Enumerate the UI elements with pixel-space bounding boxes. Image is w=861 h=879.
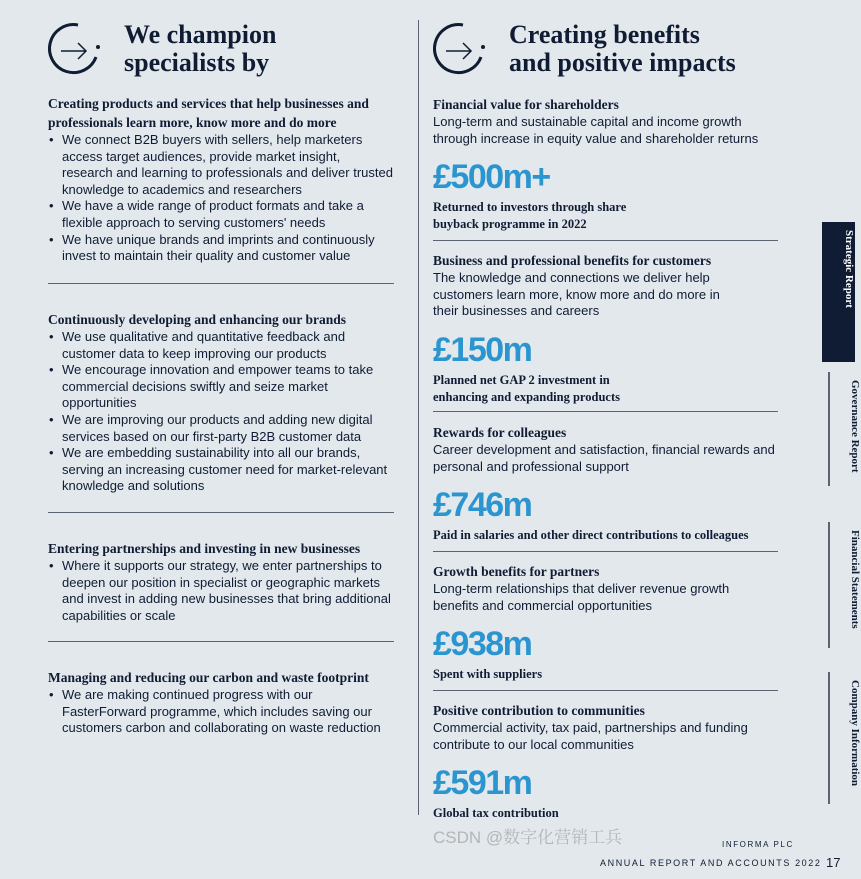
description: Long-term and sustainable capital and income growth through increase in equity value and shareholder returns — [433, 114, 759, 146]
right-column — [433, 18, 778, 821]
figure-caption: Spent with suppliers — [433, 667, 543, 682]
benefit-colleagues — [433, 423, 778, 544]
benefit-shareholders — [433, 95, 778, 233]
section-heading: Managing and reducing our carbon and waste footprint — [48, 670, 369, 685]
section-heading: Creating products and services that help businesses and professionals learn more, know more and do more — [48, 96, 369, 130]
section-partnerships — [48, 539, 394, 624]
figure-caption: Planned net GAP 2 investment in enhancing and expanding products — [433, 372, 620, 404]
left-column — [48, 18, 394, 736]
title-line: specialists by — [124, 48, 270, 77]
footer-company: INFORMA PLC — [722, 840, 794, 849]
description: Long-term relationships that deliver revenue growth benefits and commercial opportunities — [433, 581, 730, 613]
bullet: • We use qualitative and quantitative feedback and customer data to keep improving our products — [48, 329, 394, 362]
right-header — [433, 18, 778, 80]
bullet: • Where it supports our strategy, we enter partnerships to deepen our position in specialist or geographic markets and invest in adding new businesses that bring additional capabilities or scale — [48, 558, 394, 624]
bullet: • We connect B2B buyers with sellers, help marketers access target audiences, provide market insight, research and learning to professionals and deliver trusted knowledge to academics and researchers — [48, 132, 394, 198]
title-line: We champion — [124, 20, 277, 49]
divider — [48, 641, 394, 642]
key-figure: £746m — [433, 486, 532, 525]
section-heading: Growth benefits for partners — [433, 564, 600, 579]
benefit-communities — [433, 701, 778, 822]
title-line: Creating benefits — [509, 20, 700, 49]
benefit-partners — [433, 562, 778, 683]
footer-report: ANNUAL REPORT AND ACCOUNTS 2022 — [600, 858, 822, 868]
section-brands — [48, 310, 394, 495]
figure-caption: Global tax contribution — [433, 806, 559, 821]
right-title — [509, 21, 736, 77]
tab-strategic-report[interactable]: Strategic Report — [822, 222, 855, 362]
tab-company-information[interactable]: Company Information — [828, 672, 861, 804]
divider — [433, 690, 778, 691]
description: The knowledge and connections we deliver help customers learn more, know more and do more in their businesses and careers — [433, 270, 720, 319]
left-title — [124, 21, 276, 77]
key-figure: £150m — [433, 330, 532, 369]
key-figure: £938m — [433, 625, 532, 664]
watermark: CSDN @数字化营销工兵 — [433, 828, 623, 847]
section-heading: Financial value for shareholders — [433, 97, 619, 112]
key-figure: £500m+ — [433, 158, 550, 197]
title-line: and positive impacts — [509, 48, 736, 77]
section-heading: Positive contribution to communities — [433, 703, 645, 718]
divider — [433, 551, 778, 552]
figure-caption: Returned to investors through share buyback programme in 2022 — [433, 200, 627, 232]
bullet: • We are making continued progress with our FasterForward programme, which includes saving our customers carbon and collaborating on waste reduction — [48, 687, 394, 737]
description: Commercial activity, tax paid, partnerships and funding contribute to our local communities — [433, 720, 748, 752]
bullet: • We have a wide range of product formats and take a flexible approach to serving customers' needs — [48, 198, 394, 231]
column-divider — [418, 20, 419, 815]
page-number: 17 — [826, 855, 841, 870]
bullet: • We have unique brands and imprints and continuously invest to maintain their quality and customer value — [48, 232, 394, 265]
divider — [48, 512, 394, 513]
bullet: • We encourage innovation and empower teams to take commercial decisions swiftly and seize market opportunities — [48, 362, 394, 412]
divider — [48, 283, 394, 284]
description: Career development and satisfaction, financial rewards and personal and professional support — [433, 442, 775, 474]
tab-governance-report[interactable]: Governance Report — [828, 372, 861, 486]
figure-caption: Paid in salaries and other direct contributions to colleagues — [433, 528, 749, 543]
arrow-circle-icon — [48, 21, 104, 77]
key-figure: £591m — [433, 764, 532, 803]
section-products — [48, 94, 394, 265]
divider — [433, 240, 778, 241]
tab-financial-statements[interactable]: Financial Statements — [828, 522, 861, 648]
section-heading: Entering partnerships and investing in new businesses — [48, 541, 361, 556]
section-heading: Rewards for colleagues — [433, 425, 567, 440]
bullet: • We are improving our products and adding new digital services based on our first-party B2B customer data — [48, 412, 394, 445]
arrow-circle-icon — [433, 21, 489, 77]
left-header — [48, 18, 394, 80]
divider — [433, 411, 778, 412]
section-heading: Continuously developing and enhancing our brands — [48, 312, 346, 327]
section-carbon — [48, 668, 394, 737]
section-heading: Business and professional benefits for customers — [433, 253, 712, 268]
bullet: • We are embedding sustainability into all our brands, serving an increasing customer need for market-relevant knowledge and solutions — [48, 445, 394, 495]
benefit-customers — [433, 251, 778, 406]
